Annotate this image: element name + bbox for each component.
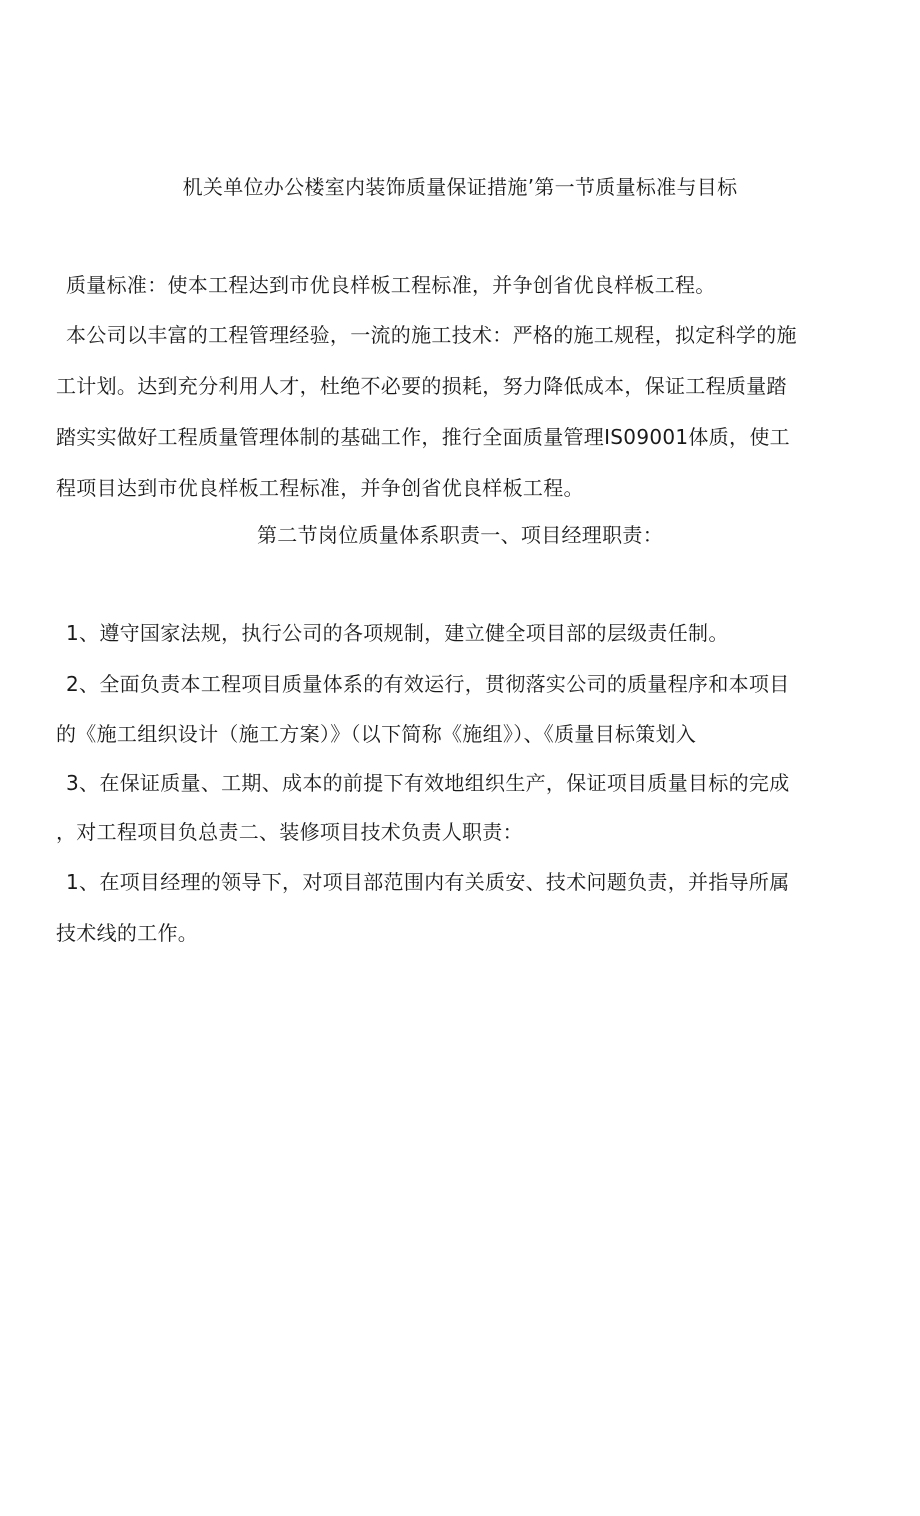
list-item: 2、全面负责本工程项目质量体系的有效运行，贯彻落实公司的质量程序和本项目 [66, 672, 790, 696]
list-item: 3、在保证质量、工期、成本的前提下有效地组织生产，保证项目质量目标的完成 [66, 771, 790, 795]
paragraph-line: 程项目达到市优良样板工程标准，并争创省优良样板工程。 [56, 476, 584, 500]
paragraph-line: 工计划。达到充分利用人才，杜绝不必要的损耗，努力降低成本，保证工程质量踏 [56, 374, 787, 398]
list-item: 1、遵守国家法规，执行公司的各项规制，建立健全项目部的层级责任制。 [66, 621, 729, 645]
document-title: 机关单位办公楼室内装饰质量保证措施’第一节质量标准与目标 [182, 175, 738, 199]
list-item-continuation: 的《施工组织设计（施工方案）》（以下简称《施组》）、《质量目标策划入 [56, 722, 697, 746]
quality-standard-line: 质量标准：使本工程达到市优良样板工程标准，并争创省优良样板工程。 [66, 273, 716, 297]
paragraph-line: 本公司以丰富的工程管理经验，一流的施工技术：严格的施工规程，拟定科学的施 [66, 323, 797, 347]
list-item-continuation: ，对工程项目负总责二、装修项目技术负责人职责： [56, 820, 523, 844]
list-item: 1、在项目经理的领导下，对项目部范围内有关质安、技术问题负责，并指导所属 [66, 870, 790, 894]
paragraph-line: 踏实实做好工程质量管理体制的基础工作，推行全面质量管理IS09001体质，使工 [56, 425, 790, 449]
section-heading: 第二节岗位质量体系职责一、项目经理职责： [257, 523, 663, 547]
list-item-continuation: 技术线的工作。 [56, 921, 199, 945]
